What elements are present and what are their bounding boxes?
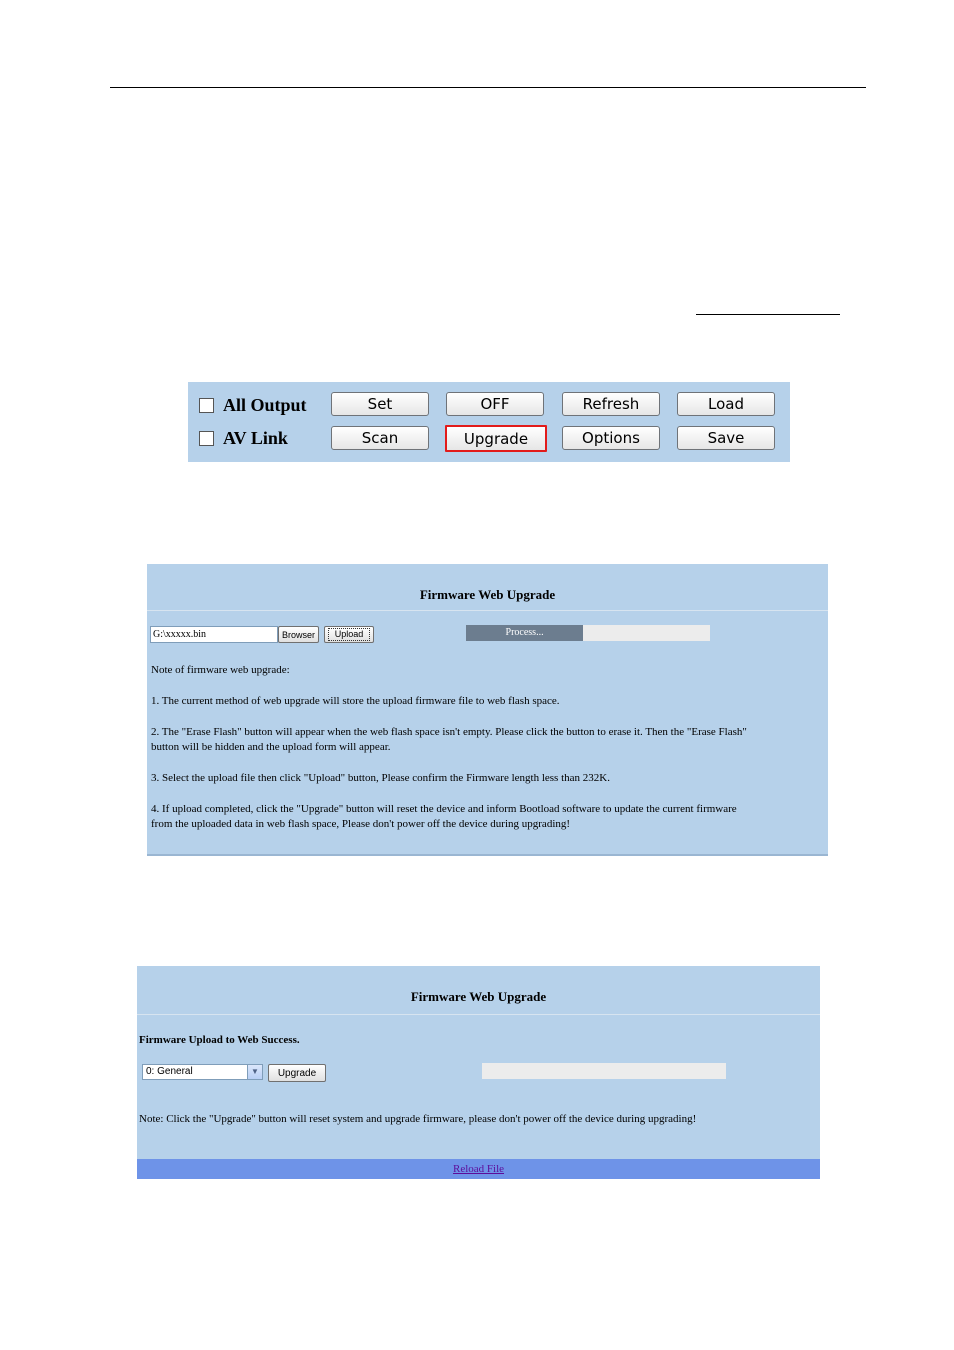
upload-panel-title: Firmware Web Upgrade [419,587,556,602]
scan-button[interactable]: Scan [331,426,429,450]
blank-underline [696,314,840,315]
note-2b: button will be hidden and the upload form will appear. [151,741,391,753]
off-button[interactable]: OFF [446,392,544,416]
save-button[interactable]: Save [677,426,775,450]
chevron-down-icon[interactable]: ▼ [247,1065,262,1079]
upload-button-label: Upload [328,628,371,641]
set-button[interactable]: Set [331,392,429,416]
refresh-button[interactable]: Refresh [562,392,660,416]
upgrade-button[interactable]: Upgrade [445,425,547,452]
note-4b: from the uploaded data in web flash space, Please don't power off the device during upgrading! [151,818,571,830]
note-1: 1. The current method of web upgrade will store the upload firmware file to web flash space. [151,695,560,707]
firmware-upgrade-panel [137,966,820,1179]
upload-success-message: Firmware Upload to Web Success. [139,1034,300,1046]
reload-file-link[interactable]: Reload File [452,1163,505,1175]
upgrade-progress-bar [482,1063,726,1079]
av-link-label: AV Link [223,428,288,448]
options-button[interactable]: Options [562,426,660,450]
upgrade-firmware-button[interactable]: Upgrade [268,1064,326,1082]
all-output-checkbox[interactable] [199,398,214,413]
header-rule [110,87,866,88]
upgrade-note: Note: Click the "Upgrade" button will reset system and upgrade firmware, please don't power off the device during upgrading! [139,1113,697,1125]
upgrade-panel-title: Firmware Web Upgrade [410,989,547,1004]
file-path-input[interactable]: G:\xxxxx.bin [150,626,278,643]
panel-divider [147,610,828,611]
upload-progress-bar [466,625,710,641]
av-link-checkbox[interactable] [199,431,214,446]
av-link-option[interactable] [199,428,288,449]
firmware-type-value: 0: General [146,1066,193,1077]
upload-button[interactable] [324,626,374,643]
note-4a: 4. If upload completed, click the "Upgrade" button will reset the device and inform Bootload software to update the current firmware [151,803,737,815]
load-button[interactable]: Load [677,392,775,416]
firmware-type-select[interactable] [142,1064,263,1080]
all-output-label: All Output [223,395,307,415]
upload-progress-fill: Process... [466,625,583,641]
panel-footer [137,1159,820,1179]
panel-divider [137,1014,820,1015]
browse-button[interactable]: Browser [278,626,319,643]
all-output-option[interactable] [199,395,307,416]
note-2a: 2. The "Erase Flash" button will appear when the web flash space isn't empty. Please click the button to erase it. Then the "Erase Flash" [151,726,747,738]
note-3: 3. Select the upload file then click "Upload" button, Please confirm the Firmware length less than 232K. [151,772,610,784]
firmware-upload-panel [147,564,828,856]
note-heading: Note of firmware web upgrade: [151,664,290,676]
control-toolbar [188,382,790,462]
